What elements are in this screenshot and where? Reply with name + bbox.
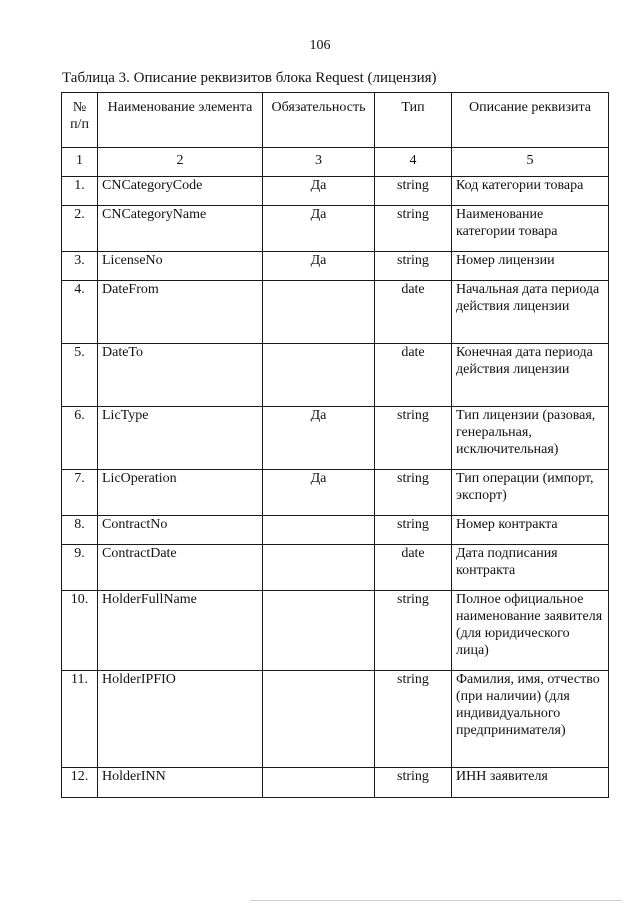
table-row	[62, 470, 609, 516]
element-name-cell: LicType	[98, 407, 263, 470]
description-cell: Полное официальное наименование заявителя (для юридического лица)	[452, 591, 609, 671]
header-cell-description: Описание реквизита	[452, 93, 609, 148]
table-row	[62, 344, 609, 407]
row-number-cell: 3.	[62, 252, 98, 281]
element-name-cell: HolderINN	[98, 768, 263, 798]
table-row	[62, 281, 609, 344]
description-cell: Номер лицензии	[452, 252, 609, 281]
header-cell-required: Обязательность	[263, 93, 375, 148]
element-name-cell: DateFrom	[98, 281, 263, 344]
table-row	[62, 768, 609, 798]
table-row	[62, 591, 609, 671]
element-name-cell: ContractDate	[98, 545, 263, 591]
table-row	[62, 206, 609, 252]
row-number-cell: 2.	[62, 206, 98, 252]
element-name-cell: LicenseNo	[98, 252, 263, 281]
description-cell: Тип лицензии (разовая, генеральная, исключительная)	[452, 407, 609, 470]
table-row	[62, 545, 609, 591]
element-name-cell: CNCategoryName	[98, 206, 263, 252]
type-cell: string	[375, 407, 452, 470]
type-cell: string	[375, 470, 452, 516]
table-header-row	[62, 93, 609, 148]
required-cell	[263, 768, 375, 798]
column-number: 2	[98, 148, 263, 177]
header-cell-number: № п/п	[62, 93, 98, 148]
required-cell	[263, 671, 375, 768]
column-number: 4	[375, 148, 452, 177]
table-row	[62, 516, 609, 545]
type-cell: date	[375, 281, 452, 344]
required-cell	[263, 344, 375, 407]
type-cell: string	[375, 252, 452, 281]
row-number-cell: 9.	[62, 545, 98, 591]
page-number: 106	[309, 38, 331, 53]
bottom-rule	[250, 900, 622, 901]
description-cell: Фамилия, имя, отчество (при наличии) (для индивидуального предпринимателя)	[452, 671, 609, 768]
element-name-cell: LicOperation	[98, 470, 263, 516]
header-cell-name: Наименование элемента	[98, 93, 263, 148]
column-number: 5	[452, 148, 609, 177]
column-number: 3	[263, 148, 375, 177]
type-cell: date	[375, 545, 452, 591]
table-row	[62, 252, 609, 281]
row-number-cell: 12.	[62, 768, 98, 798]
row-number-cell: 4.	[62, 281, 98, 344]
description-cell: Конечная дата периода действия лицензии	[452, 344, 609, 407]
element-name-cell: HolderFullName	[98, 591, 263, 671]
type-cell: string	[375, 768, 452, 798]
element-name-cell: HolderIPFIO	[98, 671, 263, 768]
row-number-cell: 1.	[62, 177, 98, 206]
description-cell: Наименование категории товара	[452, 206, 609, 252]
requisites-table	[61, 92, 609, 798]
element-name-cell: ContractNo	[98, 516, 263, 545]
required-cell: Да	[263, 252, 375, 281]
required-cell: Да	[263, 407, 375, 470]
type-cell: string	[375, 591, 452, 671]
row-number-cell: 5.	[62, 344, 98, 407]
type-cell: string	[375, 206, 452, 252]
required-cell	[263, 591, 375, 671]
row-number-cell: 11.	[62, 671, 98, 768]
table-row	[62, 177, 609, 206]
element-name-cell: CNCategoryCode	[98, 177, 263, 206]
type-cell: string	[375, 177, 452, 206]
table-row	[62, 407, 609, 470]
element-name-cell: DateTo	[98, 344, 263, 407]
row-number-cell: 8.	[62, 516, 98, 545]
description-cell: Дата подписания контракта	[452, 545, 609, 591]
column-number-row	[62, 148, 609, 177]
row-number-cell: 7.	[62, 470, 98, 516]
required-cell	[263, 516, 375, 545]
type-cell: date	[375, 344, 452, 407]
required-cell: Да	[263, 206, 375, 252]
table-caption: Таблица 3. Описание реквизитов блока Request (лицензия)	[62, 70, 437, 86]
required-cell	[263, 281, 375, 344]
column-number: 1	[62, 148, 98, 177]
description-cell: ИНН заявителя	[452, 768, 609, 798]
description-cell: Начальная дата периода действия лицензии	[452, 281, 609, 344]
required-cell: Да	[263, 177, 375, 206]
description-cell: Тип операции (импорт, экспорт)	[452, 470, 609, 516]
type-cell: string	[375, 516, 452, 545]
row-number-cell: 6.	[62, 407, 98, 470]
required-cell: Да	[263, 470, 375, 516]
description-cell: Номер контракта	[452, 516, 609, 545]
required-cell	[263, 545, 375, 591]
description-cell: Код категории товара	[452, 177, 609, 206]
type-cell: string	[375, 671, 452, 768]
row-number-cell: 10.	[62, 591, 98, 671]
header-cell-type: Тип	[375, 93, 452, 148]
table-row	[62, 671, 609, 768]
